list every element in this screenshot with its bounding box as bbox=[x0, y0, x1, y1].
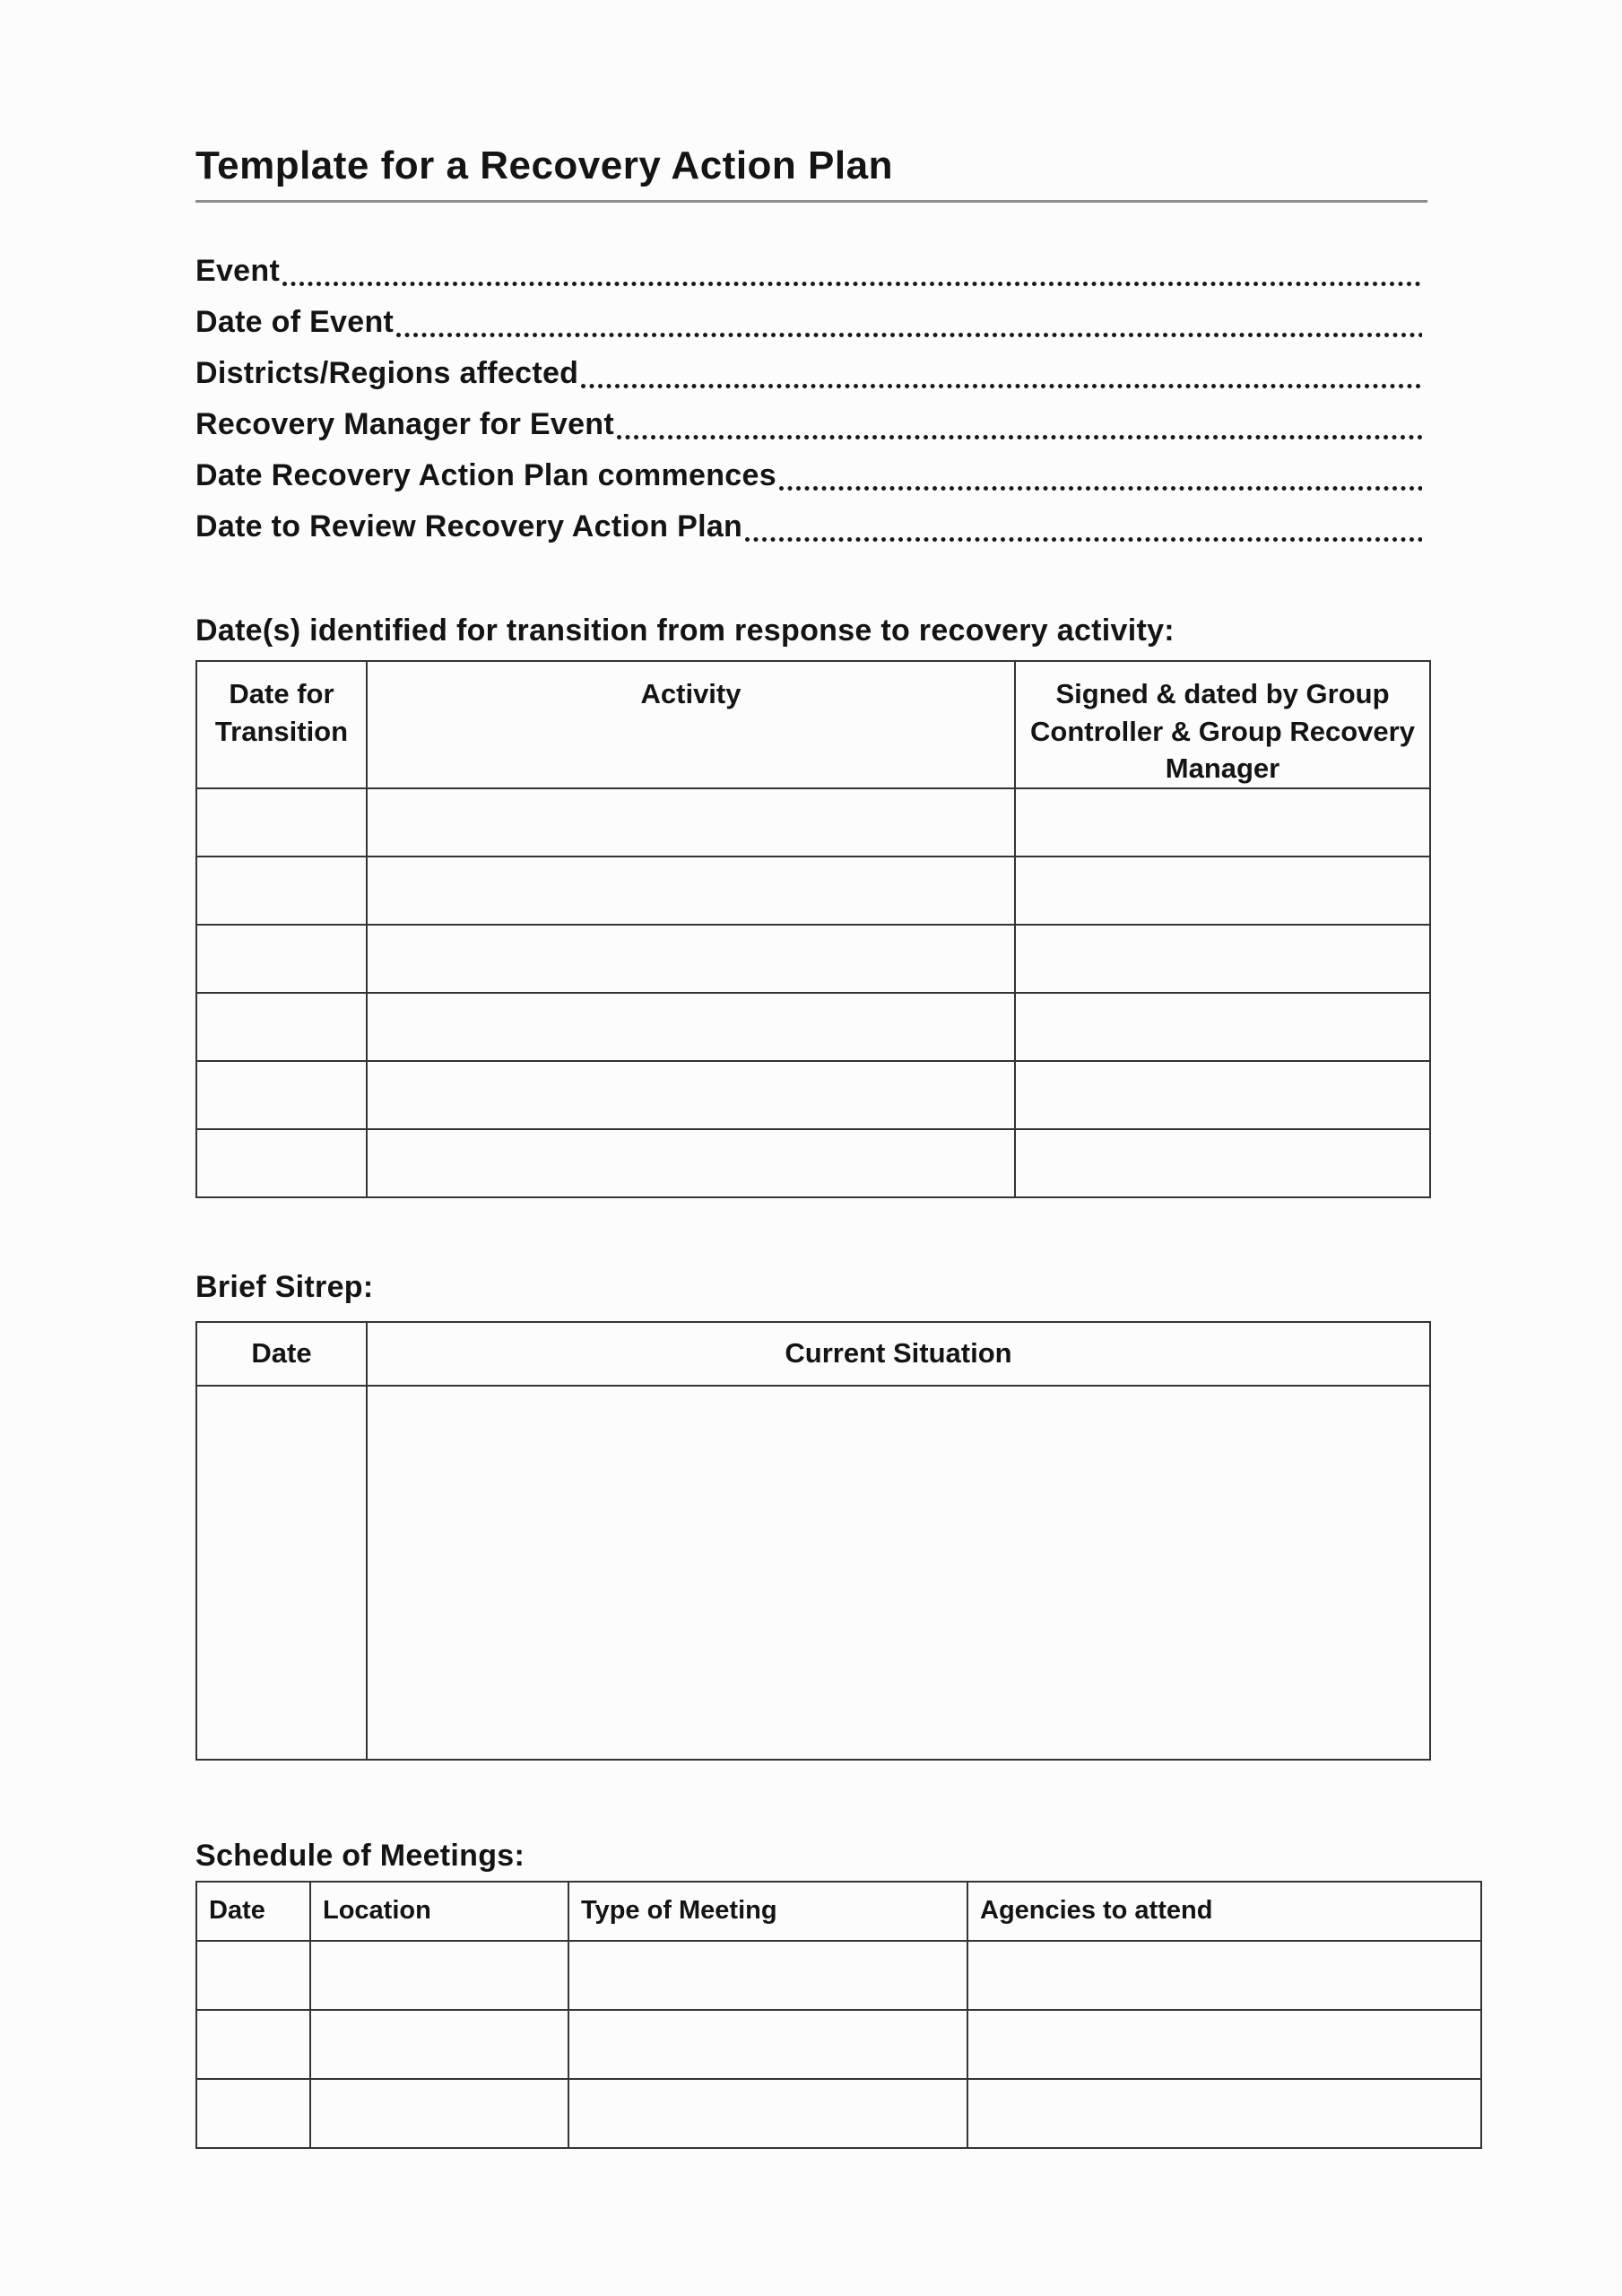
column-header: Location bbox=[310, 1882, 568, 1941]
empty-cell[interactable] bbox=[1015, 1061, 1430, 1129]
empty-cell[interactable] bbox=[310, 2079, 568, 2148]
empty-cell[interactable] bbox=[196, 993, 367, 1061]
table-row bbox=[196, 1386, 1430, 1760]
column-header: Current Situation bbox=[367, 1322, 1430, 1386]
column-header: Date bbox=[196, 1882, 310, 1941]
field-recovery-manager bbox=[195, 399, 1427, 450]
empty-cell[interactable] bbox=[196, 925, 367, 993]
page-title: Template for a Recovery Action Plan bbox=[195, 144, 1427, 203]
sitrep-section-heading: Brief Sitrep: bbox=[195, 1269, 374, 1304]
empty-cell[interactable] bbox=[367, 925, 1015, 993]
empty-cell[interactable] bbox=[196, 1061, 367, 1129]
field-date-of-event bbox=[195, 297, 1427, 348]
empty-cell[interactable] bbox=[1015, 1129, 1430, 1197]
dotted-fill-line[interactable] bbox=[777, 450, 1427, 501]
field-event bbox=[195, 246, 1427, 297]
dotted-fill-line[interactable] bbox=[743, 501, 1427, 552]
empty-cell[interactable] bbox=[310, 1941, 568, 2010]
empty-cell[interactable] bbox=[967, 2010, 1481, 2079]
column-header: Activity bbox=[367, 661, 1015, 788]
table-row bbox=[196, 993, 1430, 1061]
empty-cell[interactable] bbox=[568, 1941, 967, 2010]
field-plan-review bbox=[195, 501, 1427, 552]
field-label: Recovery Manager for Event bbox=[195, 407, 614, 441]
dotted-fill-line[interactable] bbox=[281, 246, 1427, 297]
empty-cell[interactable] bbox=[367, 1061, 1015, 1129]
dotted-fill-line[interactable] bbox=[395, 297, 1427, 348]
meetings-table bbox=[195, 1881, 1482, 2149]
field-plan-commences bbox=[195, 450, 1427, 501]
empty-cell[interactable] bbox=[1015, 993, 1430, 1061]
table-row bbox=[196, 1061, 1430, 1129]
table-row bbox=[196, 2010, 1481, 2079]
empty-cell[interactable] bbox=[196, 788, 367, 857]
empty-cell[interactable] bbox=[196, 1941, 310, 2010]
table-row bbox=[196, 925, 1430, 993]
field-label: Date Recovery Action Plan commences bbox=[195, 458, 776, 492]
field-label: Date to Review Recovery Action Plan bbox=[195, 509, 743, 544]
meetings-section-heading: Schedule of Meetings: bbox=[195, 1838, 525, 1873]
table-row bbox=[196, 1129, 1430, 1197]
dotted-fill-line[interactable] bbox=[579, 348, 1427, 399]
dotted-fill-line[interactable] bbox=[615, 399, 1427, 450]
field-label: Date of Event bbox=[195, 305, 395, 339]
empty-cell[interactable] bbox=[568, 2079, 967, 2148]
column-header: Signed & dated by Group Controller & Group Recovery Manager bbox=[1015, 661, 1430, 788]
empty-cell[interactable] bbox=[367, 1386, 1430, 1760]
empty-cell[interactable] bbox=[367, 993, 1015, 1061]
empty-cell[interactable] bbox=[310, 2010, 568, 2079]
column-header: Agencies to attend bbox=[967, 1882, 1481, 1941]
empty-cell[interactable] bbox=[568, 2010, 967, 2079]
empty-cell[interactable] bbox=[1015, 788, 1430, 857]
empty-cell[interactable] bbox=[367, 1129, 1015, 1197]
field-districts-regions-affected bbox=[195, 348, 1427, 399]
fill-in-fields bbox=[195, 246, 1427, 552]
empty-cell[interactable] bbox=[196, 857, 367, 925]
empty-cell[interactable] bbox=[196, 2079, 310, 2148]
table-row bbox=[196, 857, 1430, 925]
table-header-row bbox=[196, 1882, 1481, 1941]
sitrep-table bbox=[195, 1321, 1431, 1761]
empty-cell[interactable] bbox=[196, 2010, 310, 2079]
column-header: Type of Meeting bbox=[568, 1882, 967, 1941]
column-header: Date for Transition bbox=[196, 661, 367, 788]
transition-section-heading: Date(s) identified for transition from response to recovery activity: bbox=[195, 613, 1175, 648]
empty-cell[interactable] bbox=[967, 1941, 1481, 2010]
empty-cell[interactable] bbox=[367, 788, 1015, 857]
table-row bbox=[196, 788, 1430, 857]
field-label: Districts/Regions affected bbox=[195, 356, 579, 390]
empty-cell[interactable] bbox=[367, 857, 1015, 925]
table-header-row bbox=[196, 1322, 1430, 1386]
empty-cell[interactable] bbox=[196, 1129, 367, 1197]
empty-cell[interactable] bbox=[967, 2079, 1481, 2148]
column-header: Date bbox=[196, 1322, 367, 1386]
empty-cell[interactable] bbox=[1015, 925, 1430, 993]
table-row bbox=[196, 1941, 1481, 2010]
transition-table bbox=[195, 660, 1431, 1198]
table-header-row bbox=[196, 661, 1430, 788]
empty-cell[interactable] bbox=[1015, 857, 1430, 925]
table-row bbox=[196, 2079, 1481, 2148]
empty-cell[interactable] bbox=[196, 1386, 367, 1760]
field-label: Event bbox=[195, 254, 281, 288]
